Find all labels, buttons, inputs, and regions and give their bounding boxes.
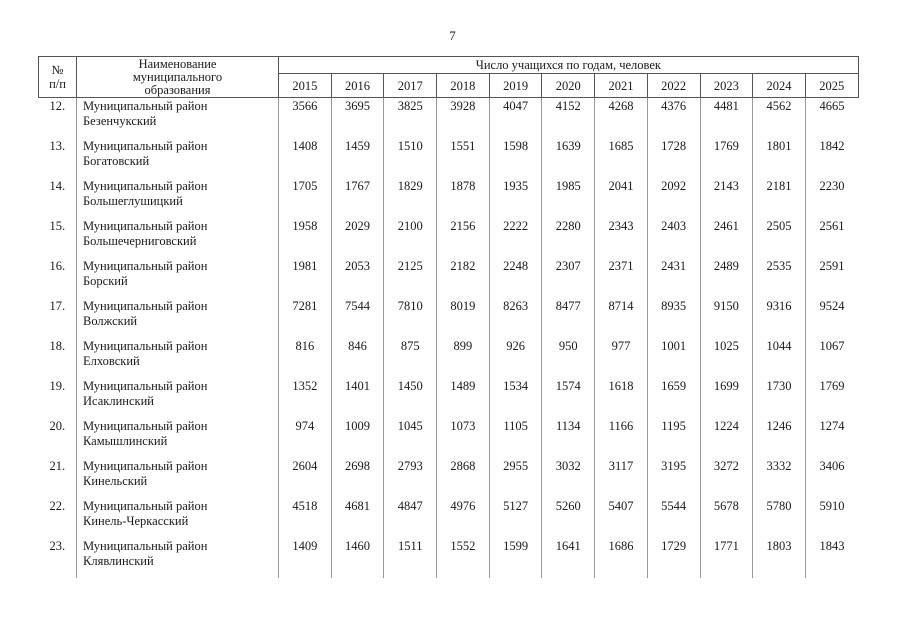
student-count-cell: 1510 [384,138,437,178]
student-count-cell: 1801 [753,138,806,178]
student-count-cell: 2604 [279,458,332,498]
municipality-type: Муниципальный район [83,259,208,273]
student-count-cell: 1639 [542,138,595,178]
municipality-title: Кинель-Черкасский [83,514,189,528]
student-count-cell: 974 [279,418,332,458]
student-count-cell: 2092 [647,178,700,218]
student-count-cell: 1459 [331,138,384,178]
table-row [39,418,859,458]
row-number: 13. [49,139,66,153]
student-count-cell: 3566 [279,98,332,139]
student-count-cell: 4681 [331,498,384,538]
student-count-cell: 4518 [279,498,332,538]
student-count-cell: 7281 [279,298,332,338]
student-count-cell: 2591 [805,258,858,298]
table-row [39,138,859,178]
municipality-title: Волжский [83,314,138,328]
student-count-cell: 5544 [647,498,700,538]
row-number: 17. [49,299,66,313]
student-count-cell: 2100 [384,218,437,258]
row-number: 21. [49,459,66,473]
student-count-cell: 8714 [595,298,648,338]
student-count-cell: 1803 [753,538,806,578]
student-count-cell: 899 [437,338,490,378]
student-count-cell: 816 [279,338,332,378]
student-count-cell: 1073 [437,418,490,458]
header-year: 2021 [595,74,648,98]
student-count-cell: 1981 [279,258,332,298]
student-count-cell: 3406 [805,458,858,498]
student-count-cell: 1659 [647,378,700,418]
students-table [38,56,859,578]
student-count-cell: 1045 [384,418,437,458]
student-count-cell: 1705 [279,178,332,218]
student-count-cell: 1224 [700,418,753,458]
student-count-cell: 9150 [700,298,753,338]
student-count-cell: 4976 [437,498,490,538]
student-count-cell: 5260 [542,498,595,538]
table-row [39,538,859,578]
row-number: 18. [49,339,66,353]
student-count-cell: 3825 [384,98,437,139]
municipality-title: Богатовский [83,154,150,168]
table-row [39,498,859,538]
row-number: 22. [49,499,66,513]
student-count-cell: 1001 [647,338,700,378]
student-count-cell: 4268 [595,98,648,139]
header-year: 2022 [647,74,700,98]
student-count-cell: 2230 [805,178,858,218]
student-count-cell: 2029 [331,218,384,258]
student-count-cell: 2561 [805,218,858,258]
student-count-cell: 1599 [489,538,542,578]
header-year: 2016 [331,74,384,98]
student-count-cell: 1829 [384,178,437,218]
row-number: 23. [49,539,66,553]
student-count-cell: 1009 [331,418,384,458]
student-count-cell: 2125 [384,258,437,298]
student-count-cell: 8263 [489,298,542,338]
student-count-cell: 4847 [384,498,437,538]
municipality-name [77,498,279,538]
header-year: 2025 [805,74,858,98]
student-count-cell: 1878 [437,178,490,218]
municipality-name [77,218,279,258]
municipality-title: Камышлинский [83,434,168,448]
student-count-cell: 1685 [595,138,648,178]
municipality-type: Муниципальный район [83,139,208,153]
municipality-type: Муниципальный район [83,379,208,393]
student-count-cell: 2868 [437,458,490,498]
student-count-cell: 2793 [384,458,437,498]
student-count-cell: 875 [384,338,437,378]
row-number: 15. [49,219,66,233]
student-count-cell: 4047 [489,98,542,139]
municipality-title: Исаклинский [83,394,154,408]
row-number: 12. [49,99,66,113]
header-year: 2019 [489,74,542,98]
table-row [39,178,859,218]
student-count-cell: 7544 [331,298,384,338]
student-count-cell: 2955 [489,458,542,498]
municipality-type: Муниципальный район [83,179,208,193]
table-body [39,98,859,579]
header-municipality-name: Наименование муниципального образования [77,57,279,98]
header-year: 2024 [753,74,806,98]
student-count-cell: 1842 [805,138,858,178]
page-number: 7 [449,28,456,43]
student-count-cell: 2431 [647,258,700,298]
student-count-cell: 2143 [700,178,753,218]
student-count-cell: 8019 [437,298,490,338]
student-count-cell: 1769 [700,138,753,178]
student-count-cell: 1699 [700,378,753,418]
student-count-cell: 1767 [331,178,384,218]
student-count-cell: 1843 [805,538,858,578]
table-row [39,298,859,338]
student-count-cell: 2182 [437,258,490,298]
student-count-cell: 1686 [595,538,648,578]
student-count-cell: 1730 [753,378,806,418]
header-group-title: Число учащихся по годам, человек [279,57,859,74]
student-count-cell: 1274 [805,418,858,458]
table-row [39,218,859,258]
student-count-cell: 1935 [489,178,542,218]
student-count-cell: 977 [595,338,648,378]
student-count-cell: 2698 [331,458,384,498]
student-count-cell: 3695 [331,98,384,139]
student-count-cell: 8935 [647,298,700,338]
row-number: 19. [49,379,66,393]
student-count-cell: 1166 [595,418,648,458]
municipality-name [77,258,279,298]
student-count-cell: 1408 [279,138,332,178]
student-count-cell: 1551 [437,138,490,178]
municipality-title: Борский [83,274,128,288]
header-year: 2015 [279,74,332,98]
student-count-cell: 9524 [805,298,858,338]
student-count-cell: 1025 [700,338,753,378]
municipality-name [77,298,279,338]
student-count-cell: 1134 [542,418,595,458]
municipality-title: Безенчукский [83,114,157,128]
student-count-cell: 1641 [542,538,595,578]
student-count-cell: 2156 [437,218,490,258]
student-count-cell: 1574 [542,378,595,418]
student-count-cell: 7810 [384,298,437,338]
municipality-type: Муниципальный район [83,499,208,513]
student-count-cell: 4152 [542,98,595,139]
student-count-cell: 1460 [331,538,384,578]
student-count-cell: 1105 [489,418,542,458]
row-number: 14. [49,179,66,193]
header-year: 2018 [437,74,490,98]
student-count-cell: 950 [542,338,595,378]
student-count-cell: 1044 [753,338,806,378]
municipality-name [77,378,279,418]
municipality-title: Кинельский [83,474,148,488]
student-count-cell: 2489 [700,258,753,298]
municipality-title: Клявлинский [83,554,154,568]
student-count-cell: 2053 [331,258,384,298]
student-count-cell: 926 [489,338,542,378]
student-count-cell: 2222 [489,218,542,258]
student-count-cell: 1728 [647,138,700,178]
student-count-cell: 1450 [384,378,437,418]
student-count-cell: 2280 [542,218,595,258]
municipality-type: Муниципальный район [83,339,208,353]
table-row [39,458,859,498]
student-count-cell: 1552 [437,538,490,578]
row-number: 16. [49,259,66,273]
student-count-cell: 846 [331,338,384,378]
student-count-cell: 3332 [753,458,806,498]
row-number: 20. [49,419,66,433]
student-count-cell: 1195 [647,418,700,458]
student-count-cell: 5678 [700,498,753,538]
student-count-cell: 2403 [647,218,700,258]
table-row [39,98,859,139]
student-count-cell: 2248 [489,258,542,298]
header-year: 2023 [700,74,753,98]
municipality-name [77,138,279,178]
municipality-name [77,418,279,458]
student-count-cell: 2041 [595,178,648,218]
student-count-cell: 1511 [384,538,437,578]
student-count-cell: 2371 [595,258,648,298]
student-count-cell: 4665 [805,98,858,139]
table-row [39,378,859,418]
student-count-cell: 2505 [753,218,806,258]
municipality-type: Муниципальный район [83,419,208,433]
student-count-cell: 1067 [805,338,858,378]
student-count-cell: 2461 [700,218,753,258]
table-row [39,338,859,378]
student-count-cell: 1598 [489,138,542,178]
student-count-cell: 3272 [700,458,753,498]
student-count-cell: 3195 [647,458,700,498]
student-count-cell: 3117 [595,458,648,498]
student-count-cell: 2343 [595,218,648,258]
student-count-cell: 4481 [700,98,753,139]
student-count-cell: 1409 [279,538,332,578]
student-count-cell: 1985 [542,178,595,218]
student-count-cell: 5910 [805,498,858,538]
student-count-cell: 1534 [489,378,542,418]
municipality-title: Большечерниговский [83,234,197,248]
student-count-cell: 1401 [331,378,384,418]
table-row [39,258,859,298]
student-count-cell: 5780 [753,498,806,538]
student-count-cell: 1489 [437,378,490,418]
municipality-name [77,458,279,498]
municipality-name [77,178,279,218]
student-count-cell: 5127 [489,498,542,538]
header-number: № п/п [39,57,77,98]
municipality-type: Муниципальный район [83,299,208,313]
municipality-name [77,538,279,578]
municipality-type: Муниципальный район [83,99,208,113]
student-count-cell: 9316 [753,298,806,338]
municipality-type: Муниципальный район [83,539,208,553]
student-count-cell: 4376 [647,98,700,139]
student-count-cell: 3032 [542,458,595,498]
municipality-type: Муниципальный район [83,459,208,473]
student-count-cell: 1771 [700,538,753,578]
student-count-cell: 1769 [805,378,858,418]
header-year: 2017 [384,74,437,98]
student-count-cell: 2181 [753,178,806,218]
student-count-cell: 5407 [595,498,648,538]
municipality-name [77,98,279,139]
student-count-cell: 2535 [753,258,806,298]
header-year: 2020 [542,74,595,98]
student-count-cell: 1729 [647,538,700,578]
student-count-cell: 1352 [279,378,332,418]
student-count-cell: 2307 [542,258,595,298]
table-header [39,57,859,98]
student-count-cell: 8477 [542,298,595,338]
municipality-name [77,338,279,378]
student-count-cell: 1618 [595,378,648,418]
student-count-cell: 1958 [279,218,332,258]
municipality-title: Елховский [83,354,140,368]
student-count-cell: 4562 [753,98,806,139]
municipality-type: Муниципальный район [83,219,208,233]
municipality-title: Большеглушицкий [83,194,183,208]
student-count-cell: 3928 [437,98,490,139]
student-count-cell: 1246 [753,418,806,458]
